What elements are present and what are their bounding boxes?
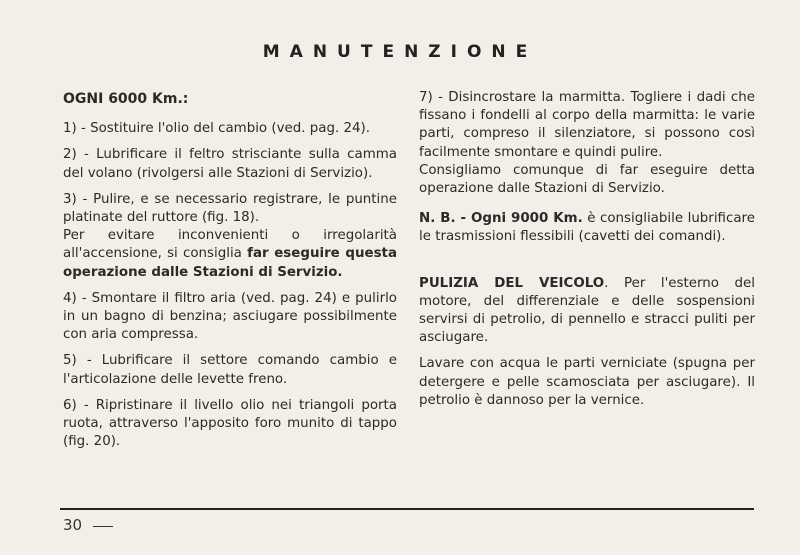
cleaning-paragraph	[419, 275, 755, 348]
item-3-note-bold: far eseguire questa operazione dalle Stazioni di Servizio.	[63, 246, 397, 280]
item-3-note-text: Per evitare inconvenienti o irregolarità all'accensione, si consiglia	[63, 228, 397, 262]
cleaning-heading: PULIZIA DEL VEICOLO	[419, 275, 605, 291]
section-heading-6000km: OGNI 6000 Km.:	[63, 91, 189, 107]
right-column	[419, 89, 755, 418]
item-6: 6) - Ripristinare il livello olio nei triangoli porta ruota, attraverso l'apposito foro munito di tappo (fig. 20).	[63, 397, 397, 450]
item-4: 4) - Smontare il filtro aria (ved. pag. 24) e pulirlo in un bagno di benzina; asciugare possibilmente con aria compressa.	[63, 290, 397, 343]
page-number: 30	[63, 516, 83, 534]
item-3-note	[63, 227, 397, 282]
item-5: 5) - Lubrificare il settore comando cambio e l'articolazione delle levette freno.	[63, 353, 397, 387]
cleaning-text: . Per l'esterno del motore, del differenziale e delle sospensioni servirsi di petrolio, di pennello e stracci puliti per asciugare.	[419, 275, 755, 346]
item-7: 7) - Disincrostare la marmitta. Togliere i dadi che fissano i fondelli al corpo della marmitta: le varie parti, compreso il silenziatore, si possono così facilmente smontare e quindi pulire.	[419, 90, 755, 160]
nb-bold: N. B. - Ogni 9000 Km.	[419, 211, 583, 227]
cleaning-paragraph-2: Lavare con acqua le parti verniciate (spugna per detergere e pelle scamosciata per asciugare). Il petrolio è dannoso per la vernice.	[419, 356, 755, 408]
item-3: 3) - Pulire, e se necessario registrare, le puntine platinate del ruttore (fig. 18).	[63, 191, 397, 226]
item-2: 2) - Lubrificare il feltro strisciante sulla camma del volano (rivolgersi alle Stazioni di Servizio).	[63, 147, 397, 181]
item-1: 1) - Sostituire l'olio del cambio (ved. pag. 24).	[63, 121, 371, 137]
nb-note	[419, 210, 755, 246]
page-number-dash	[93, 526, 113, 527]
left-column	[63, 90, 397, 459]
page-title: MANUTENZIONE	[262, 42, 538, 62]
footer-rule	[60, 508, 754, 510]
nb-text: è consigliabile lubrificare le trasmissioni flessibili (cavetti dei comandi).	[419, 211, 755, 245]
item-7-note: Consigliamo comunque di far eseguire detta operazione dalle Stazioni di Servizio.	[419, 162, 755, 197]
